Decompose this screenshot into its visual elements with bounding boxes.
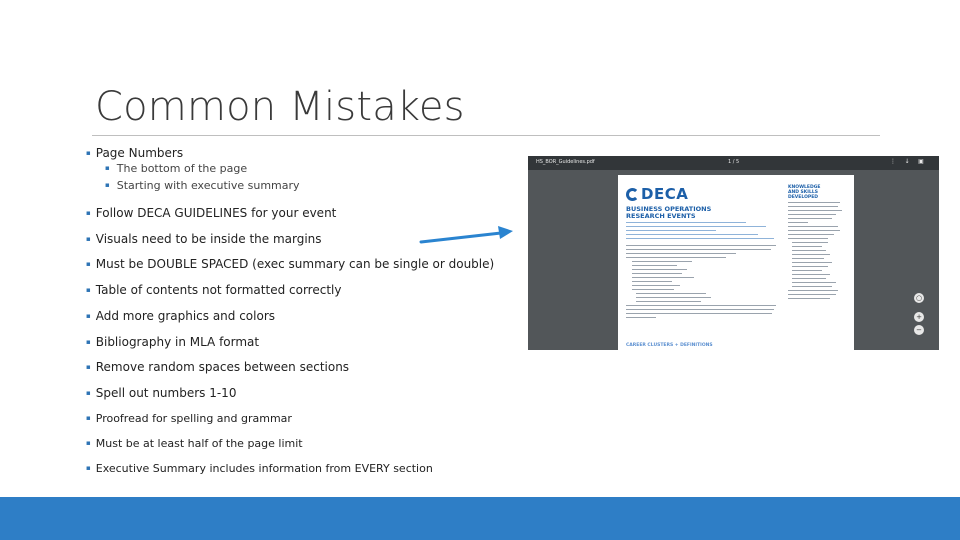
pdf-page-indicator: 1 / 5 [728,159,740,165]
bullet-bibliography: ▪ Bibliography in MLA format [86,335,259,349]
bullet-numbers: ▪ Spell out numbers 1-10 [86,386,236,400]
bullet-visuals: ▪ Visuals need to be inside the margins [86,232,322,246]
sub-bullet-exec: ▪ Starting with executive summary [105,179,300,192]
download-icon: ↓ [904,158,910,165]
zoom-fit-button[interactable]: ○ [915,294,923,302]
pdf-toolbar [528,156,939,170]
more-icon: ⋮ [890,158,896,165]
zoom-out-button[interactable]: − [914,325,924,335]
pdf-viewer-screenshot [528,156,939,350]
bullet-guidelines: ▪ Follow DECA GUIDELINES for your event [86,206,336,220]
doc-heading: BUSINESS OPERATIONS RESEARCH EVENTS [626,205,712,220]
doc-side-text-block [788,202,844,302]
bullet-exec-summary: ▪ Executive Summary includes information from EVERY section [86,462,433,475]
deca-logo: DECA [626,185,688,203]
bullet-spaces: ▪ Remove random spaces between sections [86,360,349,374]
deca-logo-mark [626,188,639,201]
slide-title: Common Mistakes [95,84,465,130]
bullet-page-numbers: ▪ Page Numbers [86,146,183,160]
doc-body-text-block [626,245,776,321]
sub-bullet-bottom: ▪ The bottom of the page [105,162,247,175]
doc-side-heading: KNOWLEDGE AND SKILLS DEVELOPED [788,185,821,200]
slide-footer-bar [0,497,960,540]
bullet-graphics: ▪ Add more graphics and colors [86,309,275,323]
arrow-icon [419,226,515,248]
bullet-page-limit: ▪ Must be at least half of the page limit [86,437,303,450]
doc-blue-text-block [626,222,774,242]
zoom-in-button[interactable]: + [914,312,924,322]
doc-footer-link: CAREER CLUSTERS + DEFINITIONS [626,343,713,348]
bullet-proofread: ▪ Proofread for spelling and grammar [86,412,292,425]
bullet-toc: ▪ Table of contents not formatted correctly [86,283,341,297]
title-divider [92,135,880,136]
print-icon: ▣ [918,158,924,165]
bullet-double-spaced: ▪ Must be DOUBLE SPACED (exec summary can be single or double) [86,257,494,271]
pdf-page [618,175,854,350]
pdf-file-name: HS_BOR_Guidelines.pdf [536,159,595,165]
